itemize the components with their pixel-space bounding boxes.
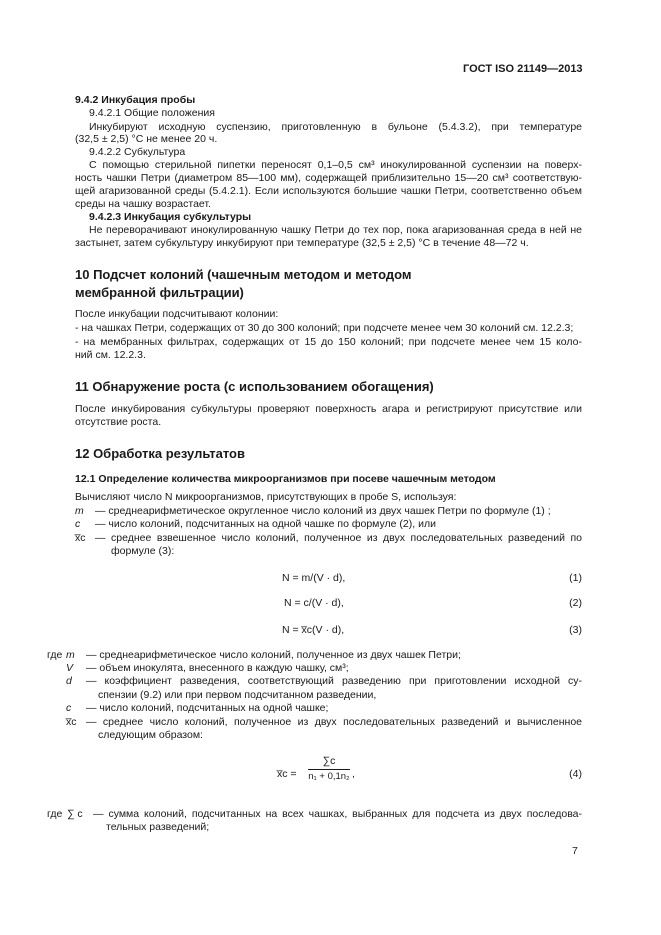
paragraph-line: (32,5 ± 2,5) °С не менее 20 ч.	[75, 133, 218, 145]
section-11-title: 11 Обнаружение роста (с использованием обогащения)	[75, 379, 434, 394]
definition-text: — объем инокулята, внесенного в каждую чашку, см³;	[86, 662, 349, 674]
section-9-4-2-3-title: 9.4.2.3 Инкубация субкультуры	[89, 211, 252, 223]
definition-text: — среднее число колоний, полученное из двух последовательных разведений и вычисленное	[86, 716, 582, 728]
paragraph-line: щей агаризованной среды (5.4.2.1). Если используются большие чашки Петри, соответственно объем	[75, 185, 582, 197]
formula-number: (4)	[569, 768, 582, 780]
section-9-4-2-2-title: 9.4.2.2 Субкультура	[89, 146, 186, 158]
symbol-xc: x̅c	[75, 532, 86, 544]
where-lead: где	[47, 808, 63, 820]
symbol-m: m	[75, 505, 84, 517]
definition-text: — среднеарифметическое число колоний, полученное из двух чашек Петри;	[86, 649, 461, 661]
symbol-sum-c: ∑ c	[67, 808, 83, 820]
paragraph-line: застынет, затем субкультуру инкубируют при температуре (32,5 ± 2,5) °С в течение 48—72 ч.	[75, 237, 529, 249]
formula-1: N = m/(V · d),	[282, 572, 346, 584]
bullet-item: - на чашках Петри, содержащих от 30 до 300 колоний; при подсчете менее чем 30 колоний см. 12.2.3;	[75, 322, 574, 334]
definition-text: — число колоний, подсчитанных на одной чашке;	[86, 702, 329, 714]
paragraph-line: С помощью стерильной пипетки переносят 0,1–0,5 см³ инокулированной суспензии на поверх-	[89, 159, 582, 171]
definition-text: — коэффициент разведения, соответствующий разведению при приготовлении исходной су-	[86, 675, 582, 687]
section-10-title-line-2: мембранной фильтрации)	[75, 285, 244, 300]
paragraph-line: После инкубации подсчитывают колонии:	[75, 308, 279, 320]
definition-text: — число колоний, подсчитанных на одной чашке по формуле (2), или	[95, 518, 436, 530]
symbol-xc: x̅c	[66, 716, 77, 728]
paragraph-line: Инкубируют исходную суспензию, приготовленную в бульоне (5.4.3.2), при температуре	[89, 121, 582, 133]
formula-number: (3)	[569, 624, 582, 636]
formula-4-denominator: n₁ + 0,1n₂	[308, 771, 350, 782]
paragraph-line: отсутствие роста.	[75, 416, 162, 428]
definition-text: спензии (9.2) или при первом подсчитанном разведении,	[98, 689, 377, 701]
symbol-m: m	[66, 649, 75, 661]
section-10-title: 10 Подсчет колоний (чашечным методом и методом	[75, 267, 412, 282]
definition-text: — среднее взвешенное число колоний, полученное из двух последовательных разведений по	[95, 532, 582, 544]
formula-4-tail: ,	[352, 768, 355, 780]
page-number: 7	[572, 845, 578, 857]
symbol-c: c	[66, 702, 72, 714]
bullet-item: - на мембранных фильтрах, содержащих от 15 до 150 колоний; при подсчете менее чем 15 коло-	[75, 336, 582, 348]
section-9-4-2-1-title: 9.4.2.1 Общие положения	[89, 107, 215, 119]
formula-number: (2)	[569, 597, 582, 609]
formula-number: (1)	[569, 572, 582, 584]
definition-text: — сумма колоний, подсчитанных на всех чашках, выбранных для подсчета из двух последова-	[93, 808, 582, 820]
section-12-title: 12 Обработка результатов	[75, 446, 245, 461]
formula-4-numerator: ∑c	[322, 755, 336, 767]
section-12-1-title: 12.1 Определение количества микроорганизмов при посеве чашечным методом	[75, 473, 496, 485]
paragraph-line: После инкубирования субкультуры проверяют поверхность агара и регистрируют присутствие или	[75, 403, 582, 415]
standard-header: ГОСТ ISO 21149—2013	[463, 63, 583, 75]
paragraph-line: ность чашки Петри (диаметром 85—100 мм), содержащей приблизительно 15—20 см³ соответствую-	[75, 172, 582, 184]
paragraph-line: Вычисляют число N микроорганизмов, присутствующих в пробе S, используя:	[75, 491, 457, 503]
where-lead: где	[47, 649, 63, 661]
formula-4-lhs: x̅c =	[277, 768, 297, 780]
definition-text: формуле (3):	[111, 545, 175, 557]
definition-text: тельных разведений;	[106, 821, 210, 833]
formula-3: N = x̅c(V · d),	[282, 624, 345, 636]
section-9-4-2-title: 9.4.2 Инкубация пробы	[75, 94, 196, 106]
paragraph-line: ний см. 12.2.3.	[75, 349, 146, 361]
formula-4-fraction	[308, 755, 350, 787]
symbol-v: V	[66, 662, 74, 674]
paragraph-line: среды на чашку возрастает.	[75, 198, 211, 210]
formula-2: N = c/(V · d),	[284, 597, 344, 609]
definition-text: — среднеарифметическое округленное число колоний из двух чашек Петри по формуле (1) ;	[95, 505, 551, 517]
paragraph-line: Не переворачивают инокулированную чашку Петри до тех пор, пока агаризованная среда в ней не	[89, 224, 582, 236]
symbol-d: d	[66, 675, 72, 687]
fraction-bar	[308, 769, 350, 770]
definition-text: следующим образом:	[98, 729, 203, 741]
symbol-c: c	[75, 518, 81, 530]
